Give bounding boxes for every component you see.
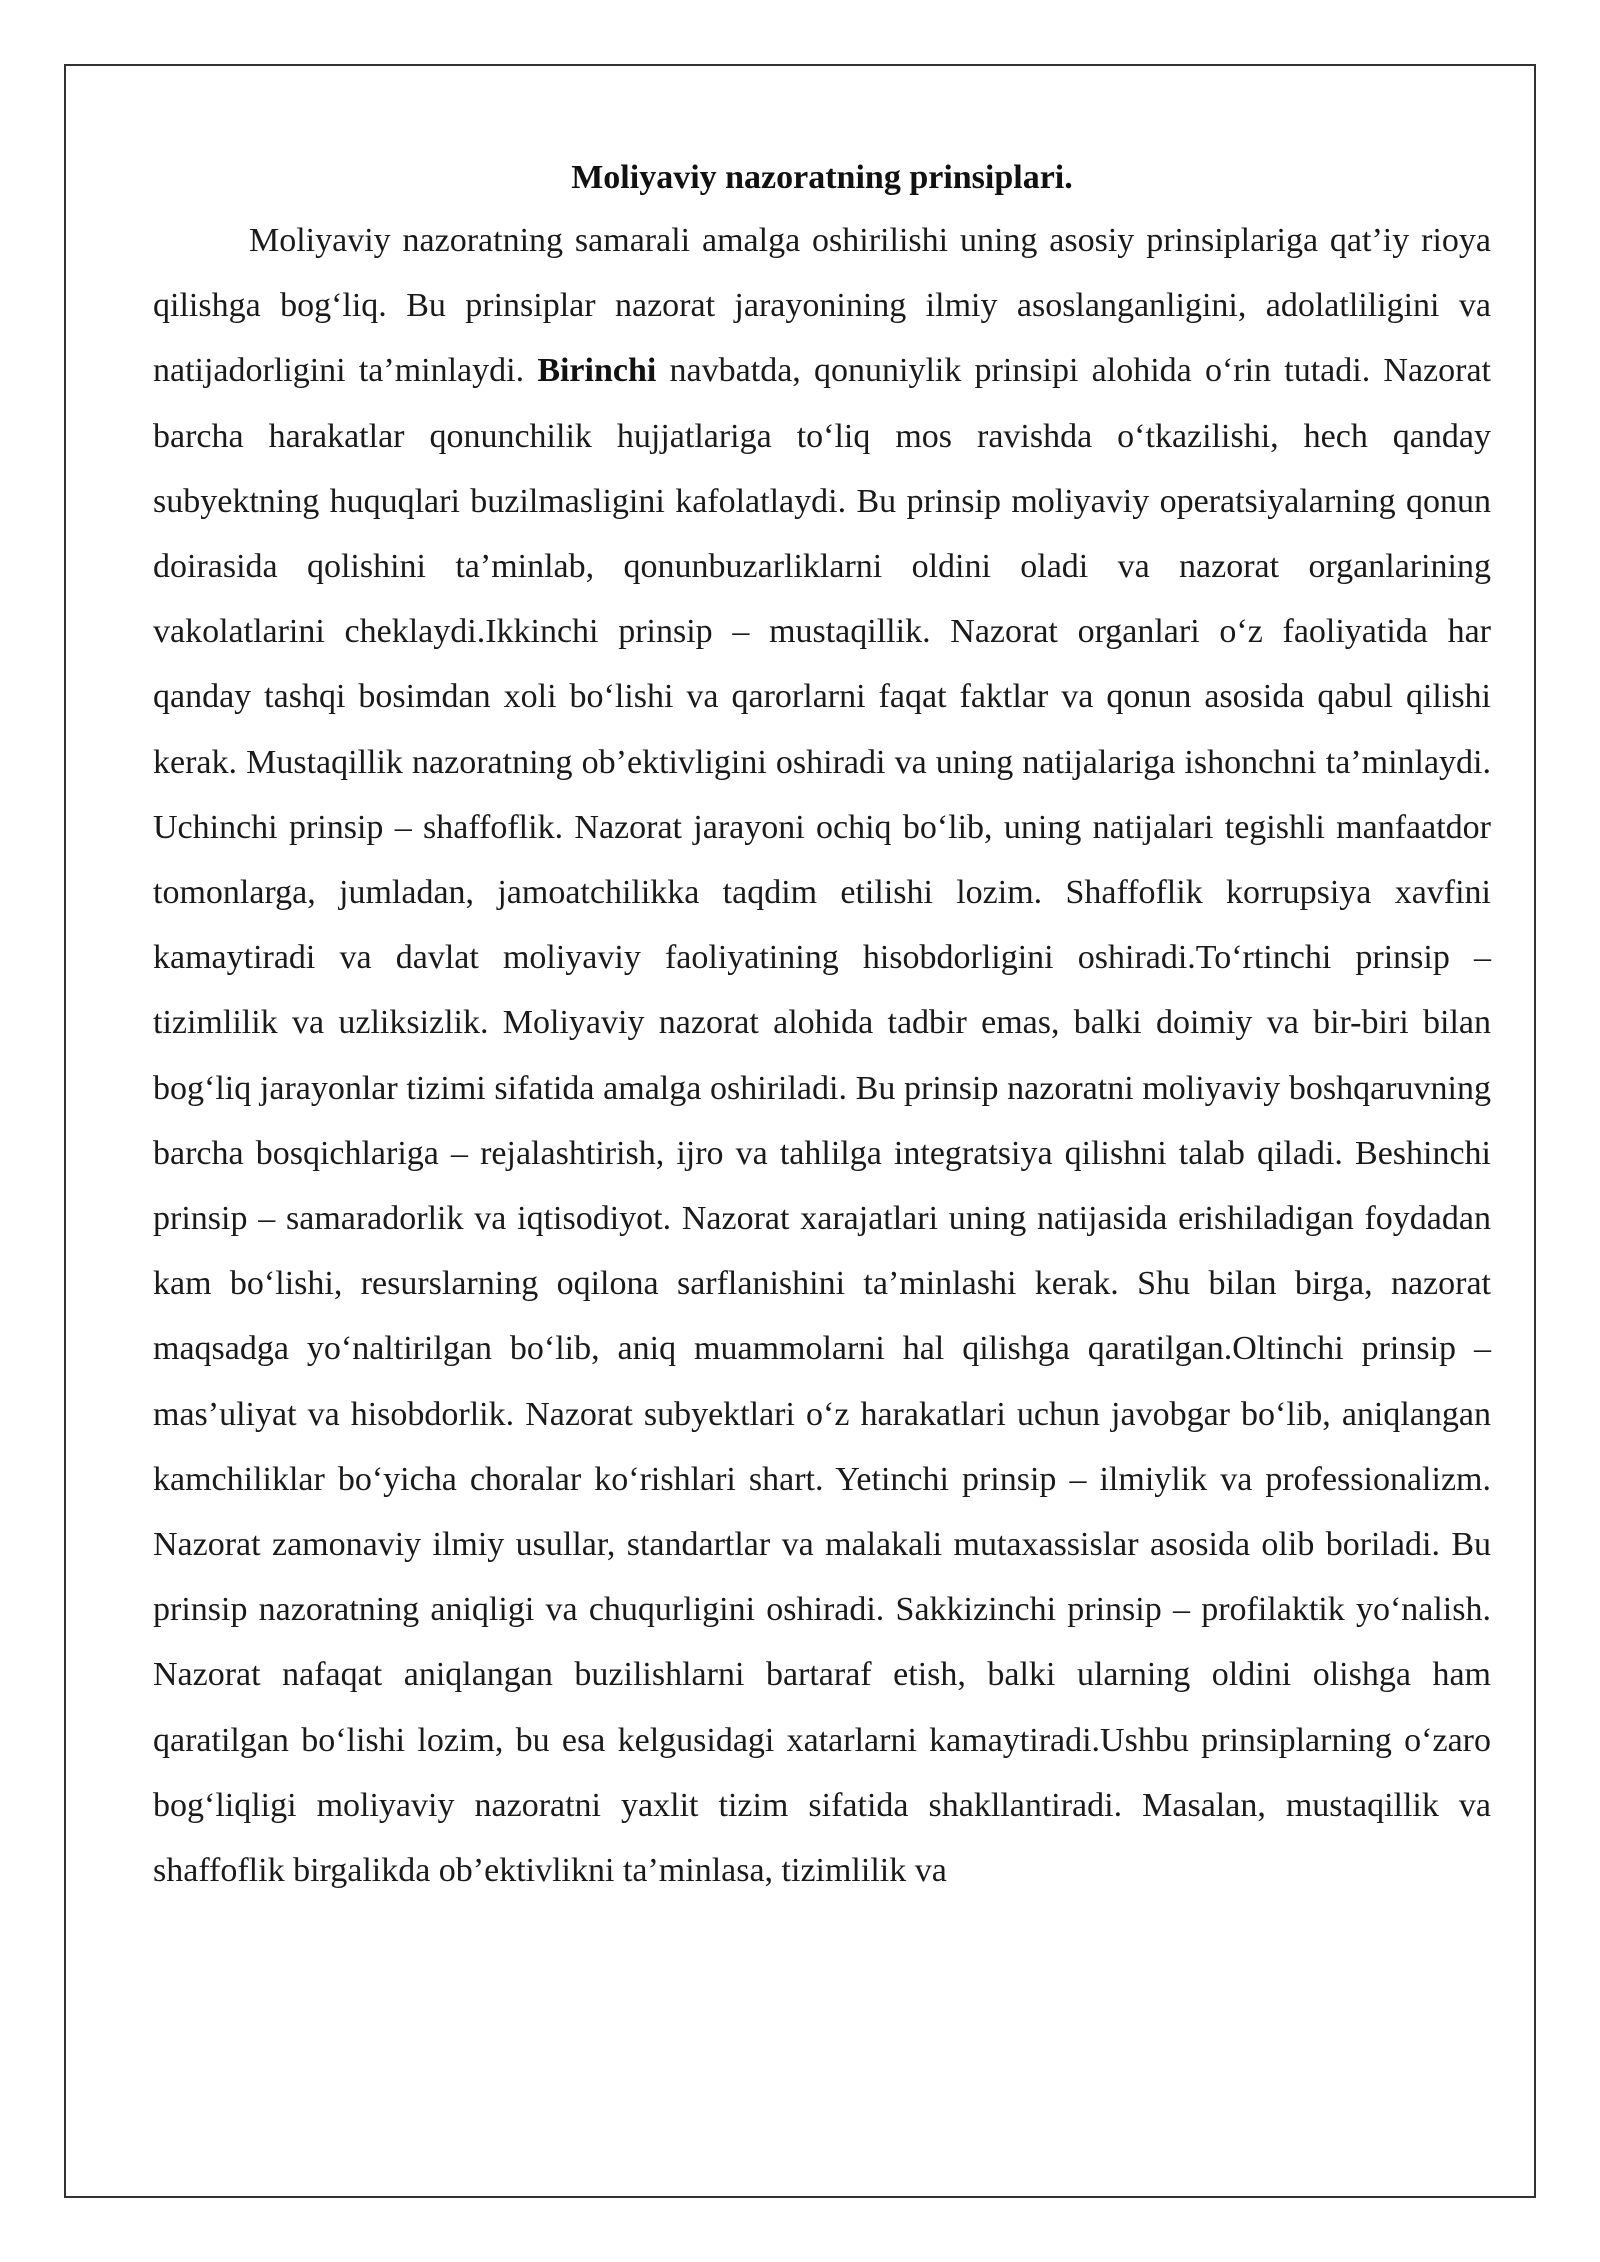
document-body [153,148,1491,1903]
paragraph-bold-word: Birinchi [537,352,657,390]
paragraph-text-rest: navbatda, qonuniylik prinsipi alohida o‘rin tutadi. Nazorat barcha harakatlar qonunchilik hujjatlariga to‘liq mos ravishda o‘tkazilishi, hech qanday subyektning huquqlari buzilmasligini kafolatlaydi. Bu prinsip moliyaviy operatsiyalarning qonun doirasida qolishini ta’minlab, qonunbuzarliklarni oldini oladi va nazorat organlarining vakolatlarini cheklaydi.Ikkinchi prinsip – mustaqillik. Nazorat organlari o‘z faoliyatida har qanday tashqi bosimdan xoli bo‘lishi va qarorlarni faqat faktlar va qonun asosida qabul qilishi kerak. Mustaqillik nazoratning ob’ektivligini oshiradi va uning natijalariga ishonchni ta’minlaydi. Uchinchi prinsip – shaffoflik. Nazorat jarayoni ochiq bo‘lib, uning natijalari tegishli manfaatdor tomonlarga, jumladan, jamoatchilikka taqdim etilishi lozim. Shaffoflik korrupsiya xavfini kamaytiradi va davlat moliyaviy faoliyatining hisobdorligini oshiradi.To‘rtinchi prinsip – tizimlilik va uzliksizlik. Moliyaviy nazorat alohida tadbir emas, balki doimiy va bir-biri bilan bog‘liq jarayonlar tizimi sifatida amalga oshiriladi. Bu prinsip nazoratni moliyaviy boshqaruvning barcha bosqichlariga – rejalashtirish, ijro va tahlilga integratsiya qilishni talab qiladi. Beshinchi prinsip – samaradorlik va iqtisodiyot. Nazorat xarajatlari uning natijasida erishiladigan foydadan kam bo‘lishi, resurslarning oqilona sarflanishini ta’minlashi kerak. Shu bilan birga, nazorat maqsadga yo‘naltirilgan bo‘lib, aniq muammolarni hal qilishga qaratilgan.Oltinchi prinsip – mas’uliyat va hisobdorlik. Nazorat subyektlari o‘z harakatlari uchun javobgar bo‘lib, aniqlangan kamchiliklar bo‘yicha choralar ko‘rishlari shart. Yetinchi prinsip – ilmiylik va professionalizm. Nazorat zamonaviy ilmiy usullar, standartlar va malakali mutaxassislar asosida olib boriladi. Bu prinsip nazoratning aniqligi va chuqurligini oshiradi. Sakkizinchi prinsip – profilaktik yo‘nalish. Nazorat nafaqat aniqlangan buzilishlarni bartaraf etish, balki ularning oldini olishga ham qaratilgan bo‘lishi lozim, bu esa kelgusidagi xatarlarni kamaytiradi.Ushbu prinsiplarning o‘zaro bog‘liqligi moliyaviy nazoratni yaxlit tizim sifatida shakllantiradi. Masalan, mustaqillik va shaffoflik birgalikda ob’ektivlikni ta’minlasa, tizimlilik va [153,352,1492,1890]
paragraph [153,208,1491,1903]
paragraph-text-start: Moliyaviy nazoratning samarali amalga oshirilishi uning asosiy prinsiplariga qat’iy rioya qilishga bog‘liq. Bu prinsiplar nazorat jarayonining ilmiy asoslanganligini, adolatliligini va natijadorligini ta’minlaydi. [153,222,1491,390]
document-title: Moliyaviy nazoratning prinsiplari. [571,159,1073,196]
